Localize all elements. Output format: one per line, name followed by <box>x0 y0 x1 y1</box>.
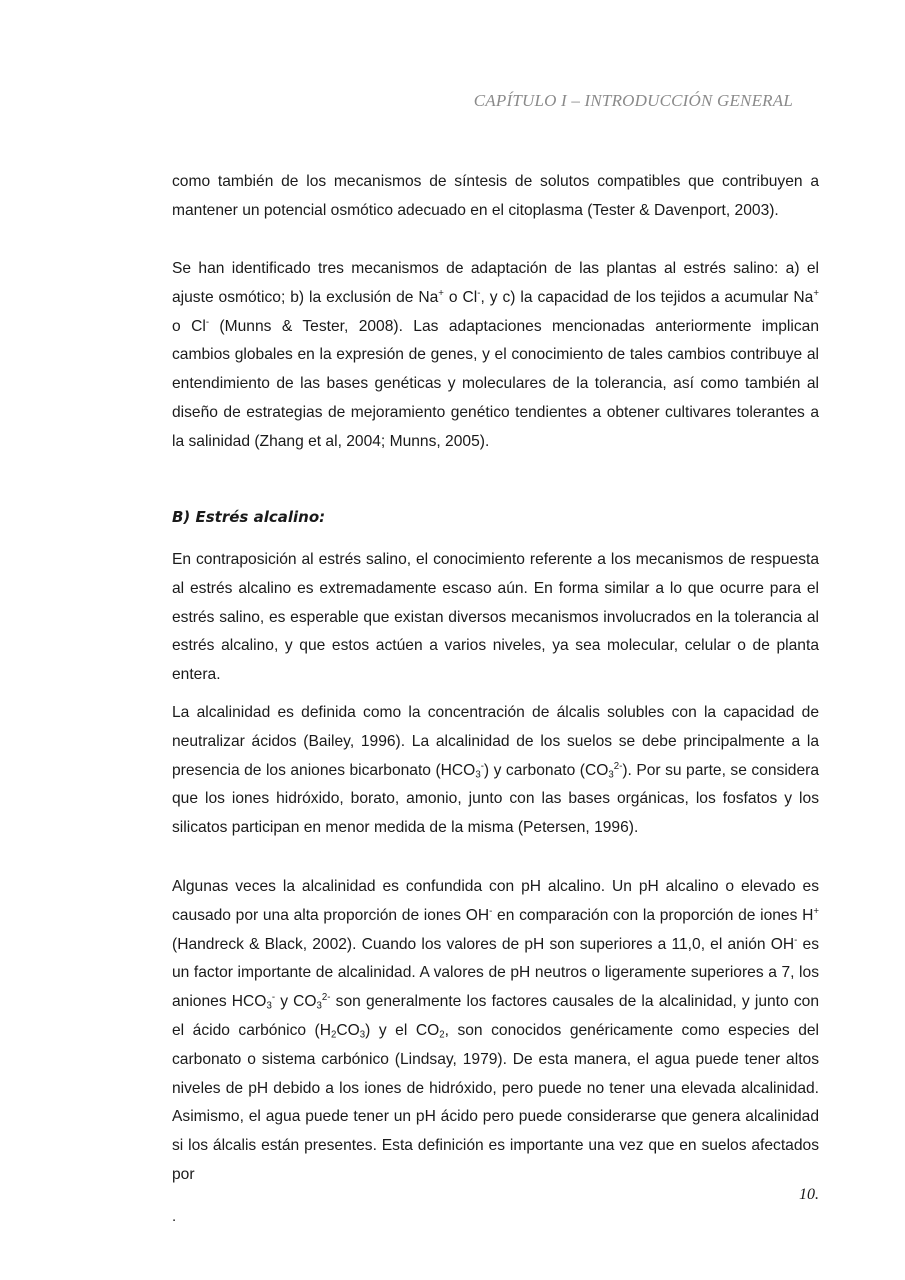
text-run: (Munns & Tester, 2008). Las adaptaciones mencionadas anteriormente implican cambios globales en la expresión de genes, y el conocimiento de tales cambios contribuye al entendimiento de las bases genéticas y moleculares de la tolerancia, así como también al diseño de estrategias de mejoramiento genético tendientes a obtener cultivares tolerantes a la salinidad (Zhang et al, 2004; Munns, 2005). <box>172 317 819 450</box>
superscript: - <box>794 934 798 946</box>
paragraph-compatible-solutes: como también de los mecanismos de síntesis de solutos compatibles que contribuyen a mantener un potencial osmótico adecuado en el citoplasma (Tester & Davenport, 2003). <box>172 173 819 219</box>
text-run: ). Por su parte, se considera que los iones hidróxido, borato, amonio, junto con las bases orgánicas, los fosfatos y los silicatos participan en menor medida de la misma (Petersen, 1996). <box>172 761 819 837</box>
running-header: CAPÍTULO I – INTRODUCCIÓN GENERAL <box>473 91 793 110</box>
text-run: son generalmente los factores causales de la alcalinidad, y junto con el ácido carbónico (H <box>172 993 819 1039</box>
paragraph-ph-vs-alkalinity <box>172 873 819 1190</box>
subscript: 2 <box>331 1029 337 1041</box>
text-run: Se han identificado tres mecanismos de adaptación de las plantas al estrés salino: a) el ajuste osmótico; b) la exclusión de Na <box>172 260 819 306</box>
subscript: 3 <box>475 769 481 780</box>
subscript: 3 <box>316 1000 322 1012</box>
superscript: - <box>271 992 276 1004</box>
paragraph-salt-adaptation <box>172 255 819 457</box>
text-run: Algunas veces la alcalinidad es confundida con pH alcalino. Un pH alcalino o elevado es causado por una alta proporción de iones OH <box>172 878 819 924</box>
subscript: 3 <box>266 1000 272 1012</box>
superscript: - <box>480 760 484 772</box>
text-run: ) y carbonato (CO <box>483 761 609 779</box>
subscript: 3 <box>608 769 614 780</box>
superscript: - <box>477 288 481 299</box>
paragraph-alkalinity-definition <box>172 699 819 843</box>
superscript: - <box>489 906 493 917</box>
superscript: + <box>813 288 819 299</box>
text-run: CO <box>336 1021 360 1039</box>
superscript: + <box>813 906 819 917</box>
text-run: (Handreck & Black, 2002). Cuando los valores de pH son superiores a 11,0, el anión OH <box>172 935 795 953</box>
subscript: 3 <box>359 1029 366 1041</box>
page-number: 10. <box>799 1186 819 1203</box>
subscript: 2 <box>439 1029 445 1041</box>
superscript: 2- <box>321 992 331 1004</box>
text-run: o Cl <box>172 317 206 335</box>
superscript: + <box>438 288 444 299</box>
text-run: es un factor importante de alcalinidad. A valores de pH neutros o ligeramente superiores a 7, los aniones HCO <box>172 935 819 1011</box>
text-run: en comparación con la proporción de iones H <box>492 906 814 924</box>
text-run: La alcalinidad es definida como la concentración de álcalis solubles con la capacidad de neutralizar ácidos (Bailey, 1996). La alcalinidad de los suelos se debe principalmente a la presencia de los aniones bicarbonato (HCO <box>172 704 819 779</box>
section-heading: B) Estrés alcalino: <box>172 508 326 526</box>
text-run: , y c) la capacidad de los tejidos a acumular Na <box>480 288 814 306</box>
text-run: o Cl <box>443 288 478 306</box>
superscript: 2- <box>613 760 623 772</box>
text-run: ) y el CO <box>365 1021 440 1039</box>
superscript: - <box>205 316 210 328</box>
stray-mark: . <box>172 1208 177 1225</box>
paragraph-alkaline-stress-intro: En contraposición al estrés salino, el conocimiento referente a los mecanismos de respuesta al estrés alcalino es extremadamente escaso aún. En forma similar a lo que ocurre para el estrés salino, es esperable que existan diversos mecanismos involucrados en la tolerancia al estrés alcalino, y que estos actúen a varios niveles, ya sea molecular, celular o de planta entera. <box>172 551 819 684</box>
text-run: y CO <box>275 993 317 1011</box>
text-run: , son conocidos genéricamente como especies del carbonato o sistema carbónico (Lindsay, 1979). De esta manera, el agua puede tener altos niveles de pH debido a los iones de hidróxido, pero puede no tener una elevada alcalinidad. Asimismo, el agua puede tener un pH ácido pero puede considerarse que genera alcalinidad si los álcalis están presentes. Esta definición es importante una vez que en suelos afectados por <box>172 1021 820 1183</box>
